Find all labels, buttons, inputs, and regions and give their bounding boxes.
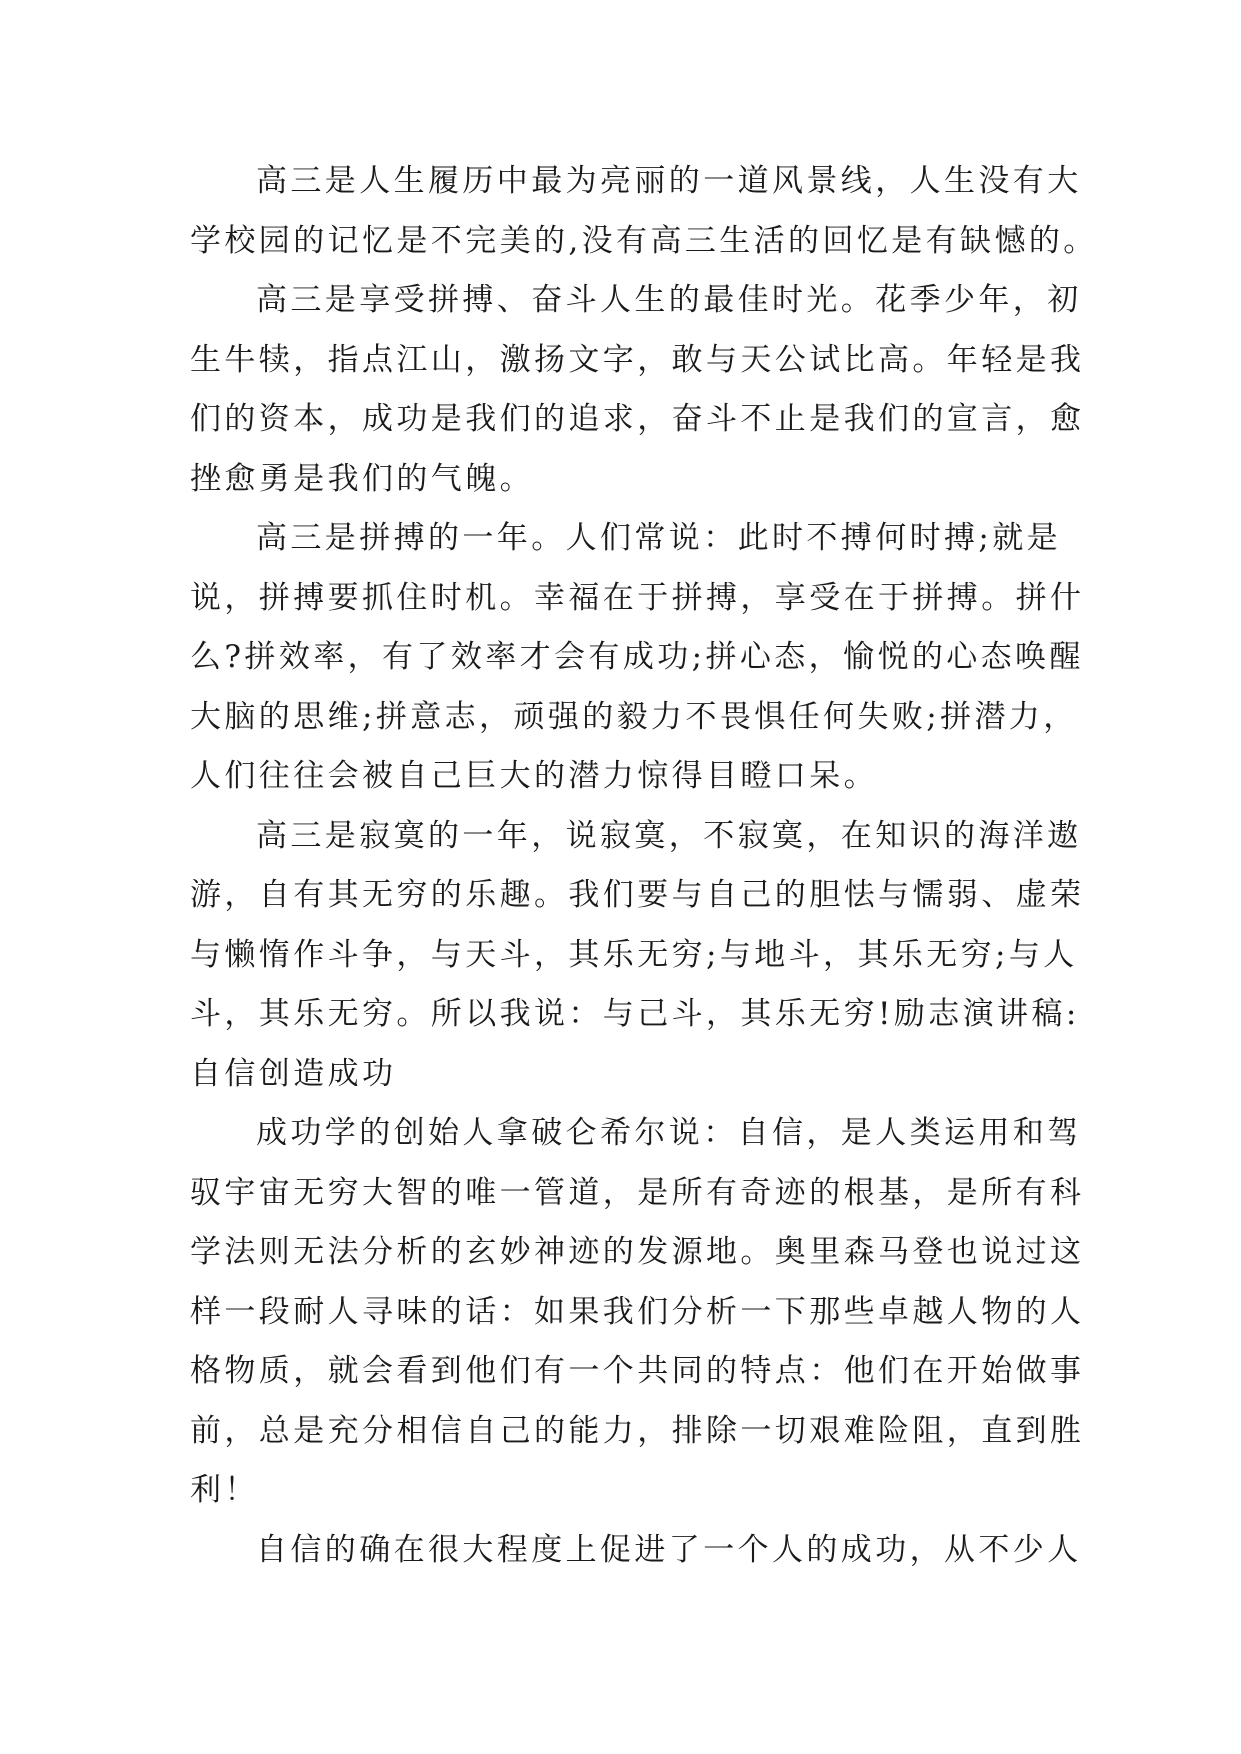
text-line: 成功学的创始人拿破仑希尔说：自信，是人类运用和驾 bbox=[256, 1115, 1082, 1151]
text-line: 与懒惰作斗争，与天斗，其乐无穷;与地斗，其乐无穷;与人 bbox=[190, 936, 1078, 973]
text-line: 高三是享受拼搏、奋斗人生的最佳时光。花季少年，初 bbox=[256, 282, 1082, 318]
text-line: 高三是人生履历中最为亮丽的一道风景线，人生没有大 bbox=[256, 163, 1082, 199]
text-line: 自信的确在很大程度上促进了一个人的成功，从不少人 bbox=[256, 1531, 1082, 1568]
text-line: 样一段耐人寻味的话：如果我们分析一下那些卓越人物的人 bbox=[190, 1293, 1085, 1330]
text-line: 前，总是充分相信自己的能力，排除一切艰难险阻，直到胜 bbox=[190, 1412, 1085, 1449]
text-line: 生牛犊，指点江山，激扬文字，敢与天公试比高。年轻是我 bbox=[190, 341, 1085, 378]
text-line: 人们往往会被自己巨大的潜力惊得目瞪口呆。 bbox=[190, 758, 878, 794]
document-body bbox=[190, 152, 1098, 1580]
text-line: 利！ bbox=[190, 1472, 259, 1508]
text-line: 大脑的思维;拼意志，顽强的毅力不畏惧任何失败;拼潜力， bbox=[190, 698, 1078, 735]
text-line: 们的资本，成功是我们的追求，奋斗不止是我们的宣言，愈 bbox=[190, 401, 1085, 437]
text-line: 格物质，就会看到他们有一个共同的特点：他们在开始做事 bbox=[190, 1353, 1085, 1389]
text-line: 学法则无法分析的玄妙神迹的发源地。奥里森马登也说过这 bbox=[190, 1234, 1085, 1270]
text-line: 驭宇宙无穷大智的唯一管道，是所有奇迹的根基，是所有科 bbox=[190, 1174, 1085, 1211]
text-line: 自信创造成功 bbox=[190, 1055, 397, 1092]
text-line: 高三是寂寞的一年，说寂寞，不寂寞，在知识的海洋遨 bbox=[256, 817, 1082, 854]
text-line: 学校园的记忆是不完美的,没有高三生活的回忆是有缺憾的。 bbox=[190, 222, 1098, 259]
text-line: 说，拼搏要抓住时机。幸福在于拼搏，享受在于拼搏。拼什 bbox=[190, 579, 1085, 616]
text-line: 斗，其乐无穷。所以我说：与己斗，其乐无穷!励志演讲稿: bbox=[190, 996, 1080, 1032]
text-line: 高三是拼搏的一年。人们常说：此时不搏何时搏;就是 bbox=[256, 520, 1062, 556]
text-line: 挫愈勇是我们的气魄。 bbox=[190, 460, 534, 497]
text-line: 么?拼效率，有了效率才会有成功;拼心态，愉悦的心态唤醒 bbox=[190, 639, 1084, 675]
text-line: 游，自有其无穷的乐趣。我们要与自己的胆怯与懦弱、虚荣 bbox=[190, 877, 1085, 913]
